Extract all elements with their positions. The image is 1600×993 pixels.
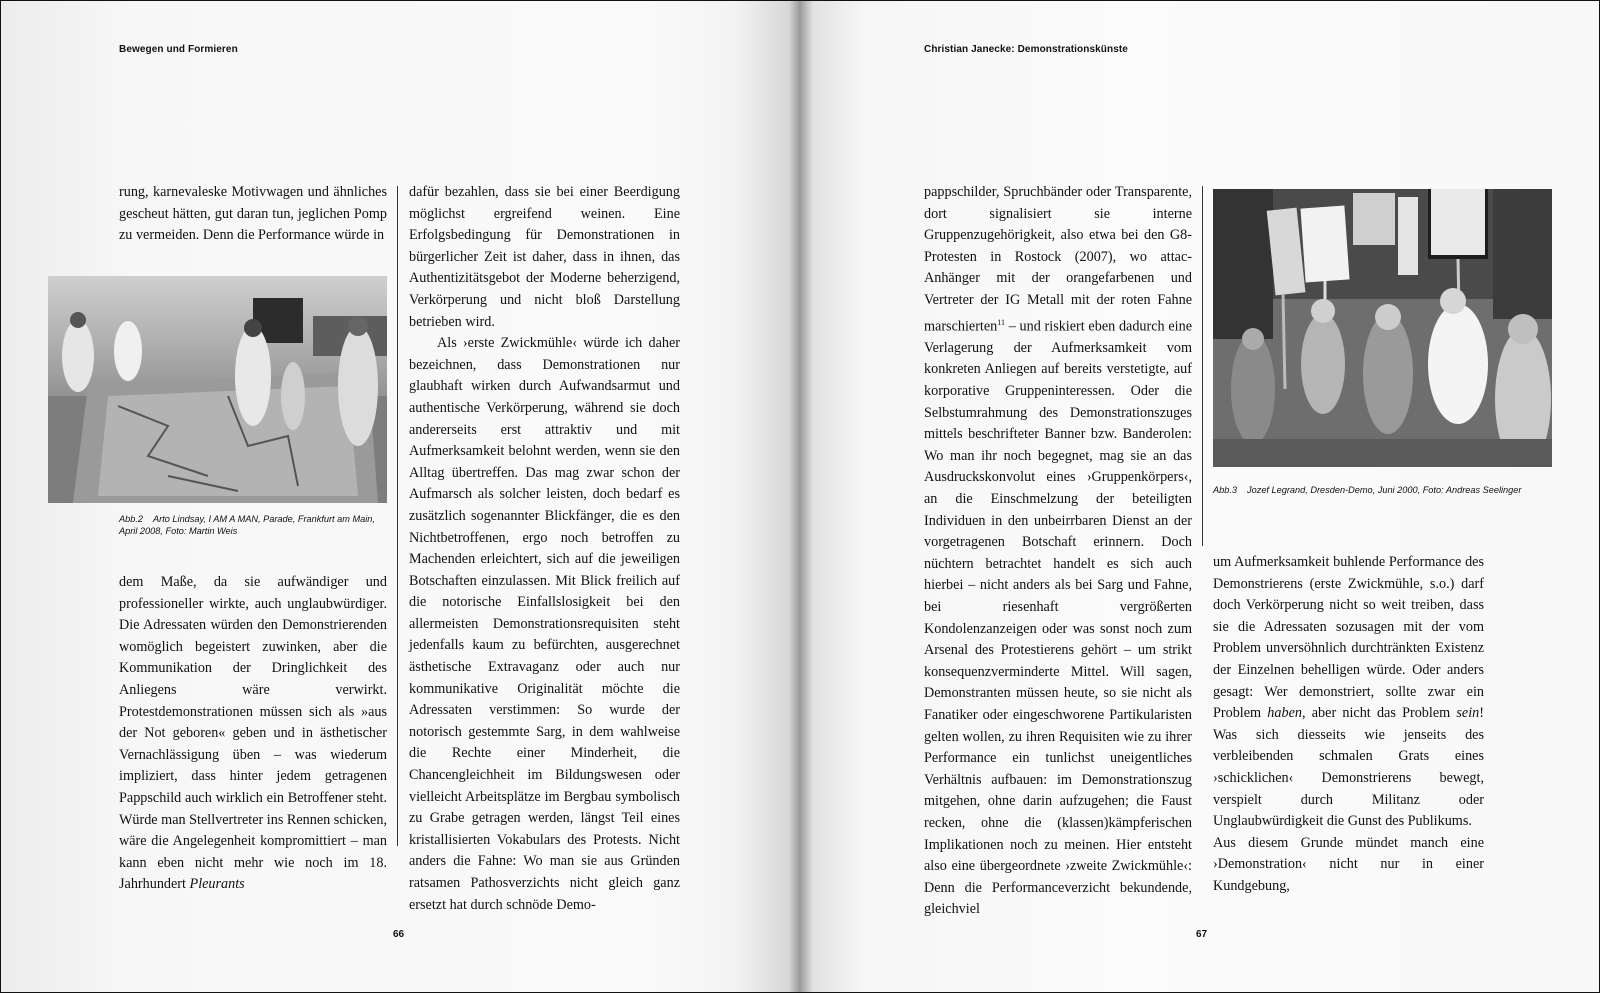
caption-text: Arto Lindsay, I AM A MAN, Parade, Frankfurt am Main, April 2008, Foto: Martin Weis (119, 514, 375, 536)
paragraph: rung, karnevaleske Motivwagen und ähnliches gescheut hätten, gut daran tun, jeglichen Pomp zu vermeiden. Denn die Performance würde in (119, 184, 387, 244)
italic-term: haben (1267, 705, 1302, 722)
paragraph: Als ›erste Zwickmühle‹ würde ich daher bezeichnen, dass Demonstrationen nur glaubhaft wirken durch Aufwandsarmut und authentische Verkörperung, während sie doch andererseits erst attraktiv und mit Aufmerksamkeit belohnt werden, wenn sie den Alltag übertreffen. Das mag zwar schon der Aufmarsch als solcher leisten, doch bedarf es zusätzlich sogenannter Blickfänger, die es den Nichtbetroffenen, ergo noch betroffen zu Machenden erleichtert, sich auf die jeweiligen Botschaften einzulassen. Mit Blick freilich auf die notorische Einfallslosigkeit bei den allermeisten Demonstrationsrequisiten steht jedenfalls kaum zu befürchten, ausgerechnet ästhetische Extravaganz oder auch nur kommunikative Originalität möchte die Adressaten verstimmen: So wurde der notorisch gestemmte Sarg, in dem wahlweise die Rechte einer Minderheit, die Chancengleichheit im Bildungswesen oder vielleicht Arbeitsplätze im Bergbau symbolisch zu Grabe getragen werden, längst Teil eines kristallisierten Vokabulars des Protests. Nicht anders die Fahne: Wo man sie aus Gründen ratsamen Pathosverzichts nicht gleich ganz ersetzt hat durch schnöde Demo- (409, 335, 680, 913)
right-col2 (1213, 552, 1484, 898)
text-run: ! Was sich diesseits wie jenseits des verbleibenden schmalen Grats eines ›schicklichen‹ Demonstrierens bewegt, verspielt durch Militanz oder Unglaubwürdigkeit die Gunst des Publikums. (1213, 705, 1484, 830)
italic-term: Pleurants (189, 876, 245, 893)
caption-text: Jozef Legrand, Dresden-Demo, Juni 2000, Foto: Andreas Seelinger (1247, 485, 1522, 495)
text-run: dem Maße, da sie aufwändiger und professioneller wirkte, auch unglaubwürdiger. Die Adressaten würden den Demonstrierenden womöglich begeistert zuwinken, aber die Kommunikation der Dringlichkeit des Anliegens wäre verwirkt. Protestdemonstrationen müssen sich als »aus der Not geboren« geben und in ästhetischer Vernachlässigung üben – was wiederum impliziert, dass hinter jedem getragenen Pappschild auch wirklich ein Betroffener steht. Würde man Stellvertreter ins Rennen schicken, wäre die Angelegenheit kompromittiert – man kann eben nicht mehr wie noch im 18. Jahrhundert (119, 574, 387, 893)
right-col1 (924, 182, 1192, 921)
running-head-left: Bewegen und Formieren (119, 44, 238, 55)
text-run: – und riskiert eben dadurch eine Verlagerung der Aufmerksamkeit vom konkreten Anliegen auf bereits verstetigte, auf korporative Gruppeninteressen. Oder die Selbstumrahmung des Demonstrationszuges mittels beschrifteter Banner bzw. Banderolen: Wo man ihr noch begegnet, mag sie an das Ausdruckskonvolut eines ›Gruppenkörpers‹, an die Einschmelzung der beteiligten Individuen in den unbeirrbaren Dienst an der vorgetragenen Botschaft erinnern. Doch nüchtern betrachtet handelt es sich auch hierbei – nicht anders als bei Sarg und Fahne, bei riesenhaft vergrößerten Kondolenzanzeigen oder was sonst noch zum Arsenal des Protestierens gehört – um strikt konsequenzverminderte Mittel. Will sagen, Demonstranten müssen heute, so sie nicht als Fanatiker oder eingeschworene Partikularisten gelten wollen, zu ihren Requisiten wie zu ihrer Performance ein tunlichst uneigentliches Verhältnis aufbauen: im Demonstrationszug mitgehen, ohne darin aufzugehen; die Faust recken, ohne die (klassen)kämpferischen Implikationen noch zu meinen. Hier entsteht also eine übergeordnete ›zweite Zwickmühle‹: Denn die Performanceverzicht bekundende, gleichviel (924, 318, 1192, 918)
page-number-left: 66 (393, 929, 405, 940)
figure-label: Abb.3 (1213, 485, 1238, 495)
column-rule-left (397, 186, 398, 846)
left-col1-top (119, 182, 387, 247)
left-col2 (409, 182, 680, 916)
figure-abb2-caption (119, 514, 387, 537)
page-number-right: 67 (1196, 929, 1208, 940)
figure-label: Abb.2 (119, 514, 144, 524)
left-col1-bottom (119, 572, 387, 896)
column-rule-right (1202, 186, 1203, 546)
figure-abb3-caption (1213, 485, 1543, 497)
paragraph (1213, 552, 1484, 833)
footnote-marker: 11 (997, 317, 1005, 327)
running-head-right: Christian Janecke: Demonstrationskünste (924, 44, 1128, 55)
paragraph: Aus diesem Grunde mündet manch eine ›Demonstration‹ nicht nur in einer Kundgebung, (1213, 834, 1484, 894)
text-run: pappschilder, Spruchbänder oder Transparente, dort signalisiert sie interne Gruppenzugehörigkeit, also etwa bei den G8-Protesten in Rostock (2007), wo attac-Anhänger mit der orangefarbenen und Vertreter der IG Metall mit der roten Fahne marschierten (924, 184, 1192, 335)
paragraph: dafür bezahlen, dass sie bei einer Beerdigung möglichst ergreifend weinen. Eine Erfolgsbedingung für Demonstrationen in bürgerlicher Zeit ist daher, dass in ihnen, das Authentizitätsgebot der Moderne beherzigend, Verkörperung und nicht bloß Darstellung betrieben wird. (409, 184, 680, 330)
figure-abb2-photo (48, 276, 387, 503)
paragraph (924, 182, 1192, 921)
figure-abb3-photo (1213, 189, 1552, 467)
italic-term: sein (1456, 705, 1480, 722)
text-run: um Aufmerksamkeit buhlende Performance des Demonstrierens (erste Zwickmühle, s.o.) darf doch Verkörperung nicht so weit treiben, dass sie die Adressaten sozusagen mit der vom Problem unversöhnlich durchtränkten Existenz der Einzelnen behelligen würde. Oder anders gesagt: Wer demonstriert, sollte zwar ein Problem (1213, 554, 1484, 722)
text-run: , aber nicht das Problem (1301, 705, 1451, 722)
demo-photo-illustration (1213, 189, 1552, 467)
parade-photo-illustration (48, 276, 387, 503)
paragraph (119, 572, 387, 896)
